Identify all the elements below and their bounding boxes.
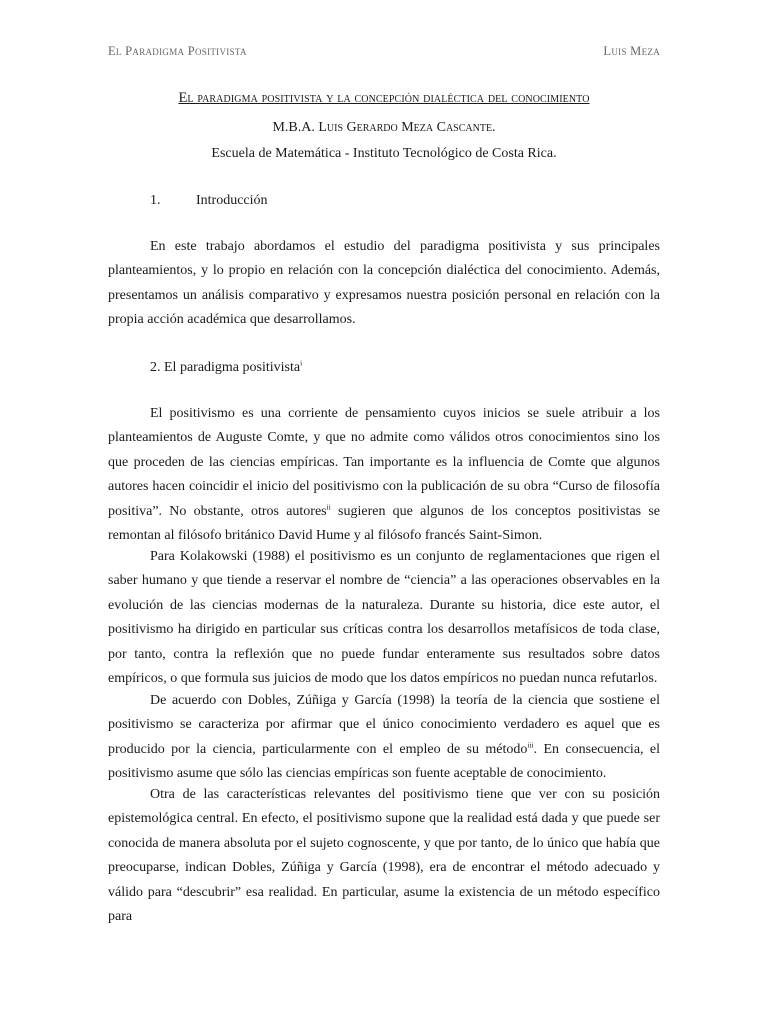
footnote-mark[interactable]: iii xyxy=(527,740,534,750)
section-title: Introducción xyxy=(196,193,268,208)
section-number: 1. xyxy=(150,193,161,208)
affiliation-line: Escuela de Matemática - Instituto Tecnológico de Costa Rica. xyxy=(211,146,557,161)
author-line: M.B.A. Luis Gerardo Meza Cascante. xyxy=(272,120,496,135)
document-title: El paradigma positivista y la concepción dialéctica del conocimiento xyxy=(178,90,590,106)
paragraph-text: El positivismo es una corriente de pensamiento cuyos inicios se suele atribuir a los planteamientos de Auguste Comte, y que no admite como válidos otros conocimientos sino los que proceden de las ciencias empíricas. Tan importante es la influencia de Comte que algunos autores hacen coincidir el inicio del positivismo con la publicación de su obra “Curso de filosofía positiva”. No obstante, otros autores xyxy=(108,406,660,519)
body-paragraph-kolakowski: Para Kolakowski (1988) el positivismo es un conjunto de reglamentaciones que rigen el saber humano y que tiende a reservar el nombre de “ciencia” a las operaciones observables en la evolución de las ciencias modernas de la naturaleza. Durante su historia, dice este autor, el positivismo ha dirigido en particular sus críticas contra los desarrollos metafísicos de toda clase, por tanto, contra la reflexión que no puede fundar enteramente sus resultados sobre datos empíricos, o que formula sus juicios de modo que los datos empíricos no puedan nunca refutarlos. xyxy=(108,549,660,687)
footnote-mark[interactable]: ii xyxy=(326,501,331,511)
body-paragraph-epistemologia: Otra de las características relevantes del positivismo tiene que ver con su posición epistemológica central. En efecto, el positivismo supone que la realidad está dada y que puede ser conocida de manera absoluta por el sujeto cognoscente, y que por tanto, de lo único que había que preocuparse, indican Dobles, Zúñiga y García (1998), era de encontrar el método adecuado y válido para “descubrir” esa realidad. En particular, asume la existencia de un método específico para xyxy=(108,787,660,925)
paragraph-text: . En consecuencia, el positivismo asume que sólo las ciencias empíricas son fuente aceptable de conocimiento. xyxy=(108,741,661,782)
footnote-mark[interactable]: i xyxy=(300,358,303,368)
running-header-right: Luis Meza xyxy=(603,44,660,58)
running-header-left: El Paradigma Positivista xyxy=(108,44,247,58)
section-heading-paradigma xyxy=(150,360,302,376)
body-paragraph-dobles xyxy=(108,689,660,787)
section-heading-introduccion xyxy=(150,193,268,209)
section-title: 2. El paradigma positivista xyxy=(150,360,301,375)
intro-paragraph: En este trabajo abordamos el estudio del paradigma positivista y sus principales planteamientos, y lo propio en relación con la concepción dialéctica del conocimiento. Además, presentamos un análisis comparativo y expresamos nuestra posición personal en relación con la propia acción académica que desarrollamos. xyxy=(108,239,660,328)
body-paragraph-positivismo xyxy=(108,402,660,548)
paragraph-text: sugieren que algunos de los conceptos positivistas se remontan al filósofo británico David Hume y al filósofo francés Saint-Simon. xyxy=(108,503,660,544)
paragraph-text: De acuerdo con Dobles, Zúñiga y García (1998) la teoría de la ciencia que sostiene el positivismo se caracteriza por afirmar que el único conocimiento verdadero es aquel que es producido por la ciencia, particularmente con el empleo de su método xyxy=(108,693,660,757)
